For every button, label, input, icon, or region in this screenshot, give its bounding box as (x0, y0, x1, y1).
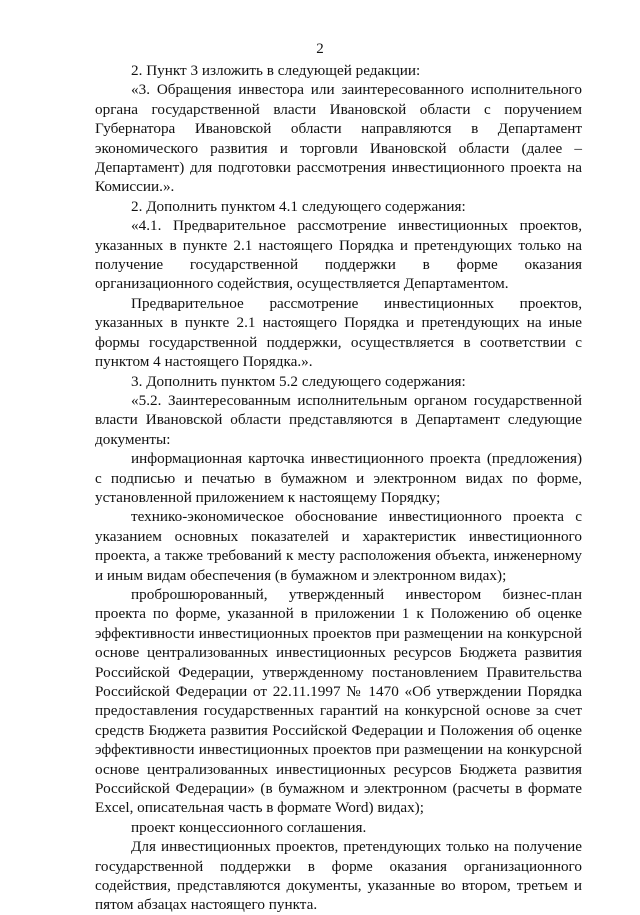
paragraph-item-2: 2. Пункт 3 изложить в следующей редакции: (131, 62, 421, 79)
paragraph-preliminary-review: Предварительное рассмотрение инвестиционных проектов, указанных в пункте 2.1 настоящего Порядка и претендующих на иные формы государственной поддержки, осуществляется в соответствии с пунктом 4 настоящего Порядка.». (95, 294, 582, 371)
paragraph-item-3-text: «3. Обращения инвестора или заинтересованного исполнительного органа государственной власти Ивановской области с поручением Губернатора Ивановской области направляются в Департамент экономического развития и торговли Ивановской области (далее – Департамент) для подготовки рассмотрения инвестиционного проекта на Комиссии.». (95, 81, 582, 196)
paragraph-item-5-2-text: «5.2. Заинтересованным исполнительным органом государственной власти Ивановской области представляются в Департамент следующие документы: (95, 391, 582, 448)
paragraph-add-5-2: 3. Дополнить пунктом 5.2 следующего содержания: (131, 372, 466, 390)
document-body (95, 61, 582, 915)
paragraph-organizational-support: Для инвестиционных проектов, претендующих только на получение государственной поддержки в форме оказания организационного содействия, представляются документы, указанные во втором, третьем и пятом абзацах настоящего пункта. (95, 838, 582, 914)
page-number: 2 (316, 41, 324, 57)
paragraph-info-card: информационная карточка инвестиционного проекта (предложения) с подписью и печатью в бумажном и электронном видах по форме, установленной приложением к настоящему Порядку; (95, 450, 582, 506)
paragraph-business-plan: проброшюрованный, утвержденный инвестором бизнес-план проекта по форме, указанной в приложении 1 к Положению об оценке эффективности инвестиционных проектов при размещении на конкурсной основе централизованных инвестиционных ресурсов Бюджета развития Российской Федерации, утвержденному постановлением Правительства Российской Федерации от 22.11.1997 № 1470 «Об утверждении Порядка предоставления государственных гарантий на конкурсной основе за счет средств Бюджета развития Российской Федерации и Положения об оценке эффективности инвестиционных проектов при размещении на конкурсной основе централизованных инвестиционных ресурсов Бюджета развития Российской Федерации» (в бумажном и электронном (расчеты в формате Excel, описательная часть в формате Word) видах); (95, 585, 582, 817)
paragraph-item-4-1-text: «4.1. Предварительное рассмотрение инвестиционных проектов, указанных в пункте 2.1 настоящего Порядка и претендующих только на получение государственной поддержки в форме оказания организационного содействия, осуществляется Департаментом. (95, 217, 582, 293)
paragraph-concession-agreement: проект концессионного соглашения. (131, 818, 367, 836)
paragraph-feasibility-study: технико-экономическое обоснование инвестиционного проекта с указанием основных показателей и характеристик инвестиционного проекта, а также требований к месту расположения объекта, инженерному и иным видам обеспечения (в бумажном и электронном видах); (95, 508, 582, 584)
paragraph-add-4-1: 2. Дополнить пунктом 4.1 следующего содержания: (131, 197, 466, 215)
